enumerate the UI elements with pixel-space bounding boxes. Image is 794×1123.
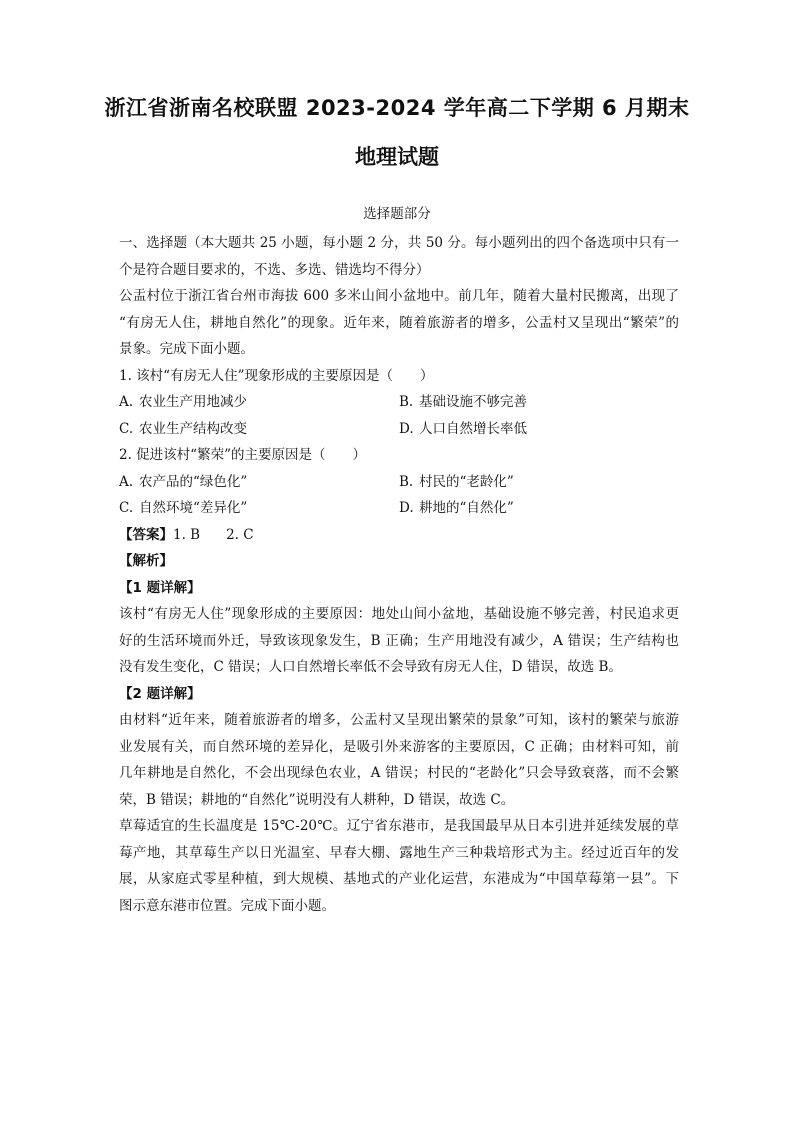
- option-b: [399, 389, 679, 416]
- option-a: [119, 469, 399, 496]
- passage-line: 展，从家庭式零星种植，到大规模、基地式的产业化运营，东港成为“中国草莓第一县”。下: [119, 871, 679, 887]
- option-text: 农业生产结构改变: [139, 420, 247, 437]
- detail-line: 荣，B 错误；耕地的“自然化”说明没有人耕种，D 错误，故选 C。: [119, 791, 515, 808]
- answer-line: [119, 522, 679, 549]
- passage-line: 图示意东港市位置。完成下面小题。: [119, 897, 335, 914]
- option-letter: B.: [399, 473, 414, 490]
- detail-1-label: 【1 题详解】: [119, 579, 201, 596]
- option-text: 村民的“老龄化”: [419, 473, 514, 490]
- detail-line: 没有发生变化，C 错误；人口自然增长率低不会导致有房无人住，D 错误，故选 B。: [119, 659, 622, 675]
- option-c: [119, 416, 399, 443]
- option-letter: C.: [119, 420, 134, 437]
- question-stem: 2. 促进该村“繁荣”的主要原因是（ ）: [119, 447, 366, 463]
- passage-line: 草莓适宜的生长温度是 15℃-20℃。辽宁省东港市，是我国最早从日本引进并延续发展的草: [119, 818, 679, 834]
- detail-line: 业发展有关，而自然环境的差异化，是吸引外来游客的主要原因，C 正确；由材料可知，前: [119, 738, 679, 755]
- option-letter: D.: [399, 500, 414, 516]
- passage-line: “有房无人住，耕地自然化”的现象。近年来，随着旅游者的增多，公盂村又呈现出“繁荣”的: [119, 314, 679, 331]
- detail-2-label: 【2 题详解】: [119, 685, 201, 702]
- passage-line: 景象。完成下面小题。: [119, 341, 254, 357]
- detail-line: 由材料“近年来，随着旅游者的增多，公盂村又呈现出繁荣的景象”可知，该村的繁荣与旅游: [119, 712, 679, 728]
- section-heading: 选择题部分: [363, 206, 431, 222]
- detail-line: 该村“有房无人住”现象形成的主要原因：地处山间小盆地，基础设施不够完善，村民追求更: [119, 606, 679, 622]
- option-text: 农业生产用地减少: [139, 394, 247, 410]
- question-stem: 1. 该村“有房无人住”现象形成的主要原因是（ ）: [119, 367, 434, 384]
- option-row: [119, 389, 679, 416]
- option-a: [119, 389, 399, 416]
- instructions-line: 个是符合题目要求的，不选、多选、错选均不得分）: [119, 261, 430, 278]
- option-b: [399, 469, 679, 496]
- passage-line: 公盂村位于浙江省台州市海拔 600 多米山间小盆地中。前几年，随着大量村民搬离，出现了: [119, 288, 679, 304]
- option-text: 人口自然增长率低: [419, 420, 527, 437]
- document-body: [119, 230, 679, 919]
- detail-line: 几年耕地是自然化，不会出现绿色农业，A 错误；村民的“老龄化”只会导致衰落，而不会繁: [119, 765, 679, 781]
- option-letter: C.: [119, 500, 134, 516]
- option-d: [399, 416, 679, 443]
- analysis-label: 【解析】: [119, 553, 173, 569]
- option-text: 农产品的“绿色化”: [139, 473, 248, 490]
- option-text: 耕地的“自然化”: [419, 500, 514, 516]
- passage-line: 莓产地，其草莓生产以日光温室、早春大棚、露地生产三种栽培形式为主。经过近百年的发: [119, 844, 679, 861]
- exam-title: 浙江省浙南名校联盟 2023-2024 学年高二下学期 6 月期末: [104, 96, 690, 120]
- option-d: [399, 495, 679, 522]
- exam-subject: 地理试题: [355, 145, 439, 169]
- option-row: [119, 469, 679, 496]
- instructions-line: 一、选择题（本大题共 25 小题，每小题 2 分，共 50 分。每小题列出的四个备选项中只有一: [119, 235, 679, 251]
- option-text: 自然环境“差异化”: [139, 500, 248, 516]
- option-c: [119, 495, 399, 522]
- option-letter: A.: [119, 473, 134, 490]
- option-row: [119, 416, 679, 443]
- answer-label: 【答案】: [119, 526, 173, 543]
- option-letter: D.: [399, 420, 414, 437]
- answer-2: 2. C: [226, 526, 254, 543]
- option-text: 基础设施不够完善: [419, 394, 527, 410]
- option-letter: B.: [399, 394, 414, 410]
- detail-line: 好的生活环境而外迁，导致该现象发生，B 正确；生产用地没有减少，A 错误；生产结构也: [119, 632, 679, 649]
- answer-1: 1. B: [173, 526, 201, 543]
- option-letter: A.: [119, 394, 134, 410]
- option-row: [119, 495, 679, 522]
